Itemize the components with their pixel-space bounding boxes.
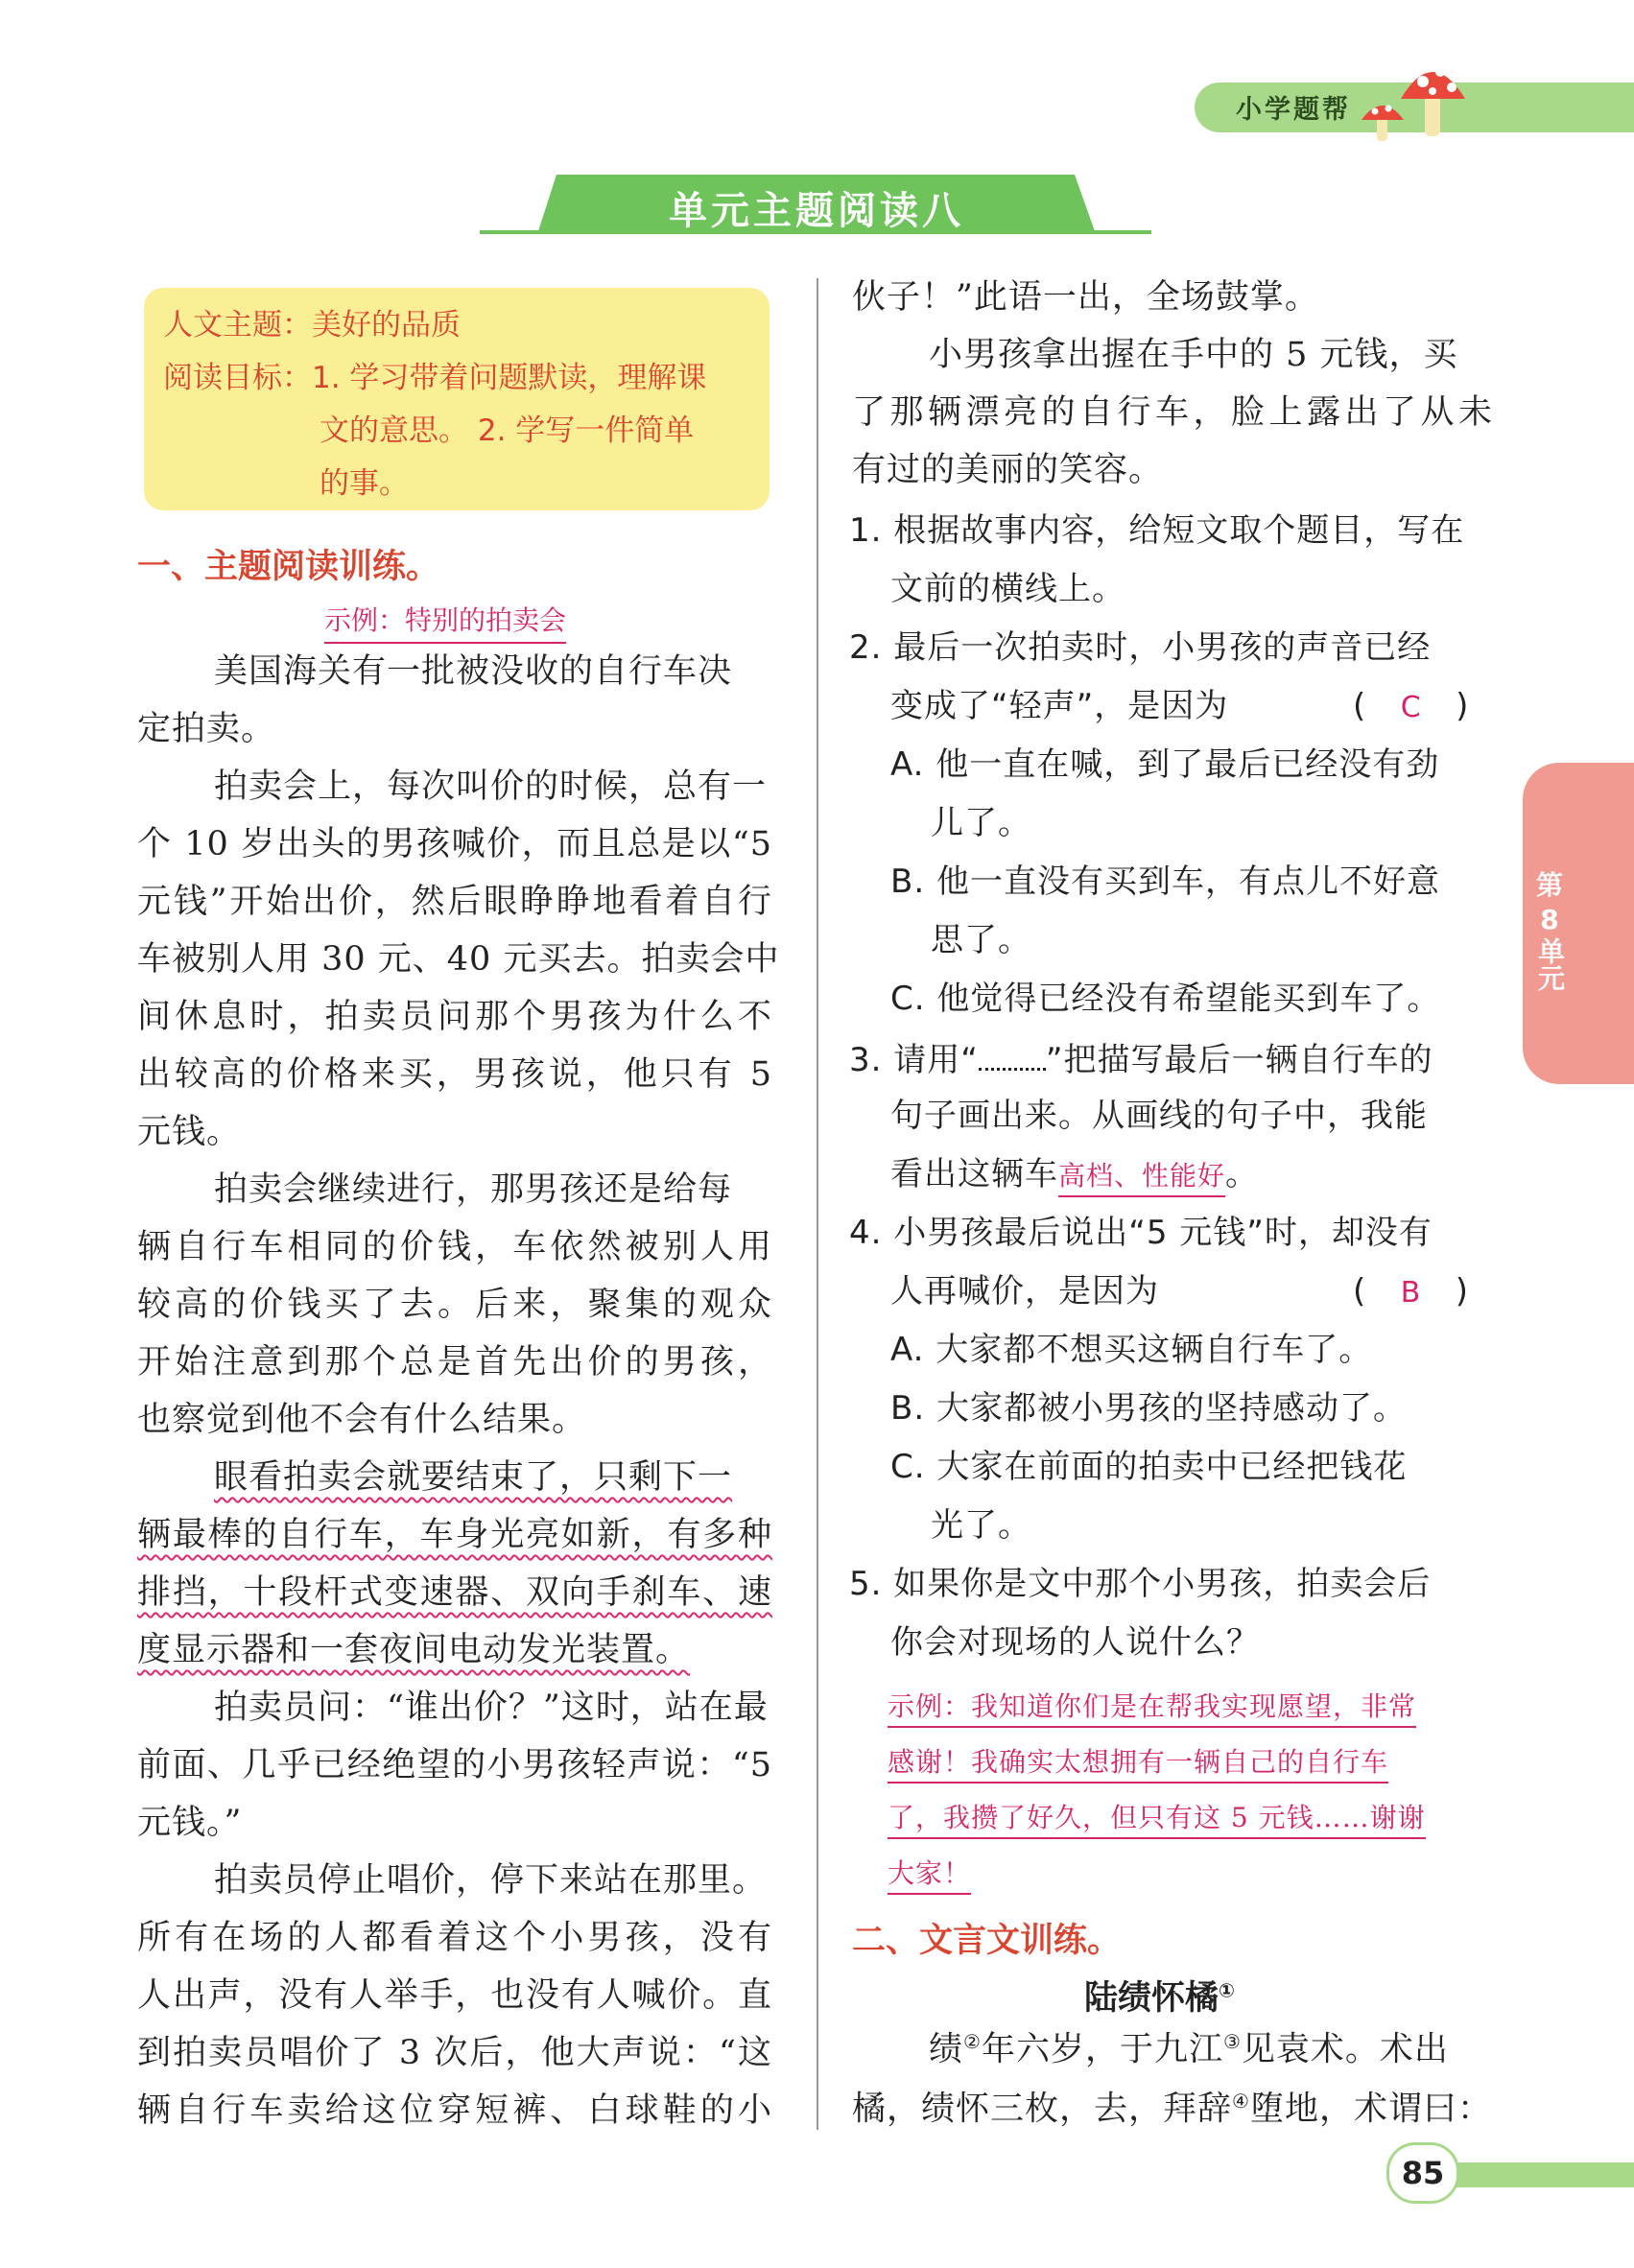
section1-heading: 一、主题阅读训练。 [137,548,440,586]
story-line: 美国海关有一批被没收的自行车决 [214,652,733,691]
side-tab-line2a [1526,937,1574,1000]
poem-title [1084,1972,1235,2020]
question-2-option: C. 他觉得已经没有希望能买到车了。 [890,980,1441,1018]
poem-title-text: 陆绩怀橘 [1084,1979,1220,2018]
question-3-text: ”把描写最后一辆自行车的 [1045,1041,1433,1079]
underlined-story-line: 排挡，十段杆式变速器、双向手刹车、速 [137,1573,772,1612]
example-title-answer: 示例：特别的拍卖会 [324,600,566,644]
question-2-answer: C [1400,691,1422,724]
footnote-mark: ② [963,2030,982,2053]
story-line: 间休息时，拍卖员问那个男孩为什么不 [137,998,772,1036]
section2-heading: 二、文言文训练。 [852,1922,1122,1960]
brand-name: 小学题帮 [1236,95,1351,125]
target-text-3: 的事。 [320,466,409,501]
question-2-line: 2. 最后一次拍卖时，小男孩的声音已经 [849,628,1432,667]
underlined-story-line: 眼看拍卖会就要结束了，只剩下一 [214,1458,733,1497]
story-line: 也察觉到他不会有什么结果。 [137,1401,587,1439]
side-tab-line1: 第 [1535,869,1563,901]
theme-line [163,299,461,352]
question-2-line: 变成了“轻声”，是因为 [890,687,1229,725]
story-line: 辆自行车卖给这位穿短裤、白球鞋的小 [137,2091,772,2130]
column-divider [817,278,818,2130]
question-5-answer-line: 了，我攒了好久，但只有这 5 元钱……谢谢 [888,1802,1426,1839]
footnote-mark: ③ [1222,2030,1242,2053]
target-line-1 [163,352,706,405]
underlined-story-line: 度显示器和一套夜间电动发光装置。 [137,1631,691,1669]
story-line: 定拍卖。 [137,710,276,748]
wavy-line-symbol [979,1041,1046,1071]
question-4-line: 4. 小男孩最后说出“5 元钱”时，却没有 [849,1214,1433,1252]
classical-text-line [852,2091,1492,2127]
question-4-option: 光了。 [931,1506,1031,1545]
question-3-line [849,1041,1433,1079]
story-line: 人出声，没有人举手，也没有人喊价。直 [137,1976,772,2015]
story-line: 拍卖员停止唱价，停下来站在那里。 [214,1861,768,1900]
target-text-1: 1. 学习带着问题默读，理解课 [312,361,707,395]
question-4-answer-bracket: ( B ) [1353,1272,1469,1311]
story-line: 元钱。” [137,1804,243,1842]
question-3-answer: 高档、性能好 [1058,1160,1225,1197]
story-line: 小男孩拿出握在手中的 5 元钱，买 [929,336,1458,374]
target-text-2: 文的意思。 2. 学写一件简单 [320,413,695,448]
story-line: 较高的价钱买了去。后来，聚集的观众 [137,1286,772,1324]
question-1-line: 1. 根据故事内容，给短文取个题目，写在 [849,511,1465,550]
question-3-line [890,1155,1260,1193]
question-1-line: 文前的横线上。 [890,570,1125,608]
classical-text: 堕地，术谓曰： [1249,2090,1492,2129]
question-5-line: 你会对现场的人说什么？ [890,1623,1260,1662]
mushroom-icon [1348,53,1473,149]
page-title: 单元主题阅读八 [669,189,964,233]
target-key: 阅读目标： [163,361,312,395]
question-4-line: 人再喊价，是因为 [890,1272,1159,1311]
story-line: 伙子！”此语一出，全场鼓掌。 [852,278,1319,317]
question-2-option: 儿了。 [931,804,1031,842]
classical-text-line [929,2032,1449,2067]
question-4-answer: B [1400,1276,1422,1310]
story-line: 到拍卖员唱价了 3 次后，他大声说：“这 [137,2034,772,2072]
question-5-answer-line: 示例：我知道你们是在帮我实现愿望，非常 [888,1690,1416,1728]
question-2-option: B. 他一直没有买到车，有点儿不好意 [890,862,1440,901]
story-line: 车被别人用 30 元、40 元买去。拍卖会中 [137,940,780,979]
story-line: 了那辆漂亮的自行车，脸上露出了从未 [852,393,1493,432]
story-line: 开始注意到那个总是首先出价的男孩， [137,1343,772,1382]
story-line: 前面、几乎已经绝望的小男孩轻声说：“5 [137,1746,772,1784]
question-3-text: 看出这辆车 [890,1155,1058,1193]
story-line: 拍卖会上，每次叫价的时候，总有一 [214,768,768,806]
question-4-option: C. 大家在前面的拍卖中已经把钱花 [890,1448,1408,1486]
question-5-answer-line: 大家！ [888,1857,971,1895]
footer-bar [1439,2162,1634,2187]
story-line: 拍卖员问：“谁出价？”这时，站在最 [214,1689,769,1727]
question-3-line: 句子画出来。从画线的句子中，我能 [890,1097,1428,1135]
classical-text: 橘，绩怀三枚，去，拜辞 [852,2090,1233,2129]
theme-value: 美好的品质 [312,308,461,343]
footnote-mark: ① [1219,1978,1235,2002]
side-tab-unit-text: 单元 [1534,937,1566,991]
classical-text: 年六岁，于九江 [981,2030,1223,2069]
story-line: 个 10 岁出头的男孩喊价，而且总是以“5 [137,825,772,863]
story-line: 有过的美丽的笑容。 [852,451,1164,489]
story-line: 元钱。 [137,1113,242,1151]
classical-text: 见袁术。术出 [1241,2030,1449,2069]
story-line: 出较高的价格来买，男孩说，他只有 5 [137,1055,772,1094]
question-3-text: 3. 请用“ [849,1041,979,1079]
question-2-option: A. 他一直在喊，到了最后已经没有劲 [890,745,1440,784]
theme-key: 人文主题： [163,308,312,343]
story-line: 所有在场的人都看着这个小男孩，没有 [137,1919,772,1957]
unit-side-tab-label [1526,868,1574,1000]
side-tab-number: 8 [1540,904,1559,935]
question-3-text: 。 [1225,1155,1260,1193]
story-line: 元钱”开始出价，然后眼睁睁地看着自行 [137,883,772,921]
page-number: 85 [1386,2142,1459,2204]
story-line: 拍卖会继续进行，那男孩还是给每 [214,1170,733,1209]
question-5-answer-line: 感谢！我确实太想拥有一辆自己的自行车 [888,1746,1388,1784]
question-4-option: A. 大家都不想买这辆自行车了。 [890,1331,1373,1369]
question-2-option: 思了。 [931,921,1031,959]
footnote-mark: ④ [1232,2090,1250,2113]
question-4-option: B. 大家都被小男孩的坚持感动了。 [890,1389,1407,1428]
classical-text: 绩 [929,2030,964,2069]
question-5-line: 5. 如果你是文中那个小男孩，拍卖会后 [849,1565,1432,1603]
underlined-story-line: 辆最棒的自行车，车身光亮如新，有多种 [137,1516,772,1554]
story-line: 辆自行车相同的价钱，车依然被别人用 [137,1228,772,1266]
question-2-answer-bracket: ( C ) [1353,687,1470,725]
